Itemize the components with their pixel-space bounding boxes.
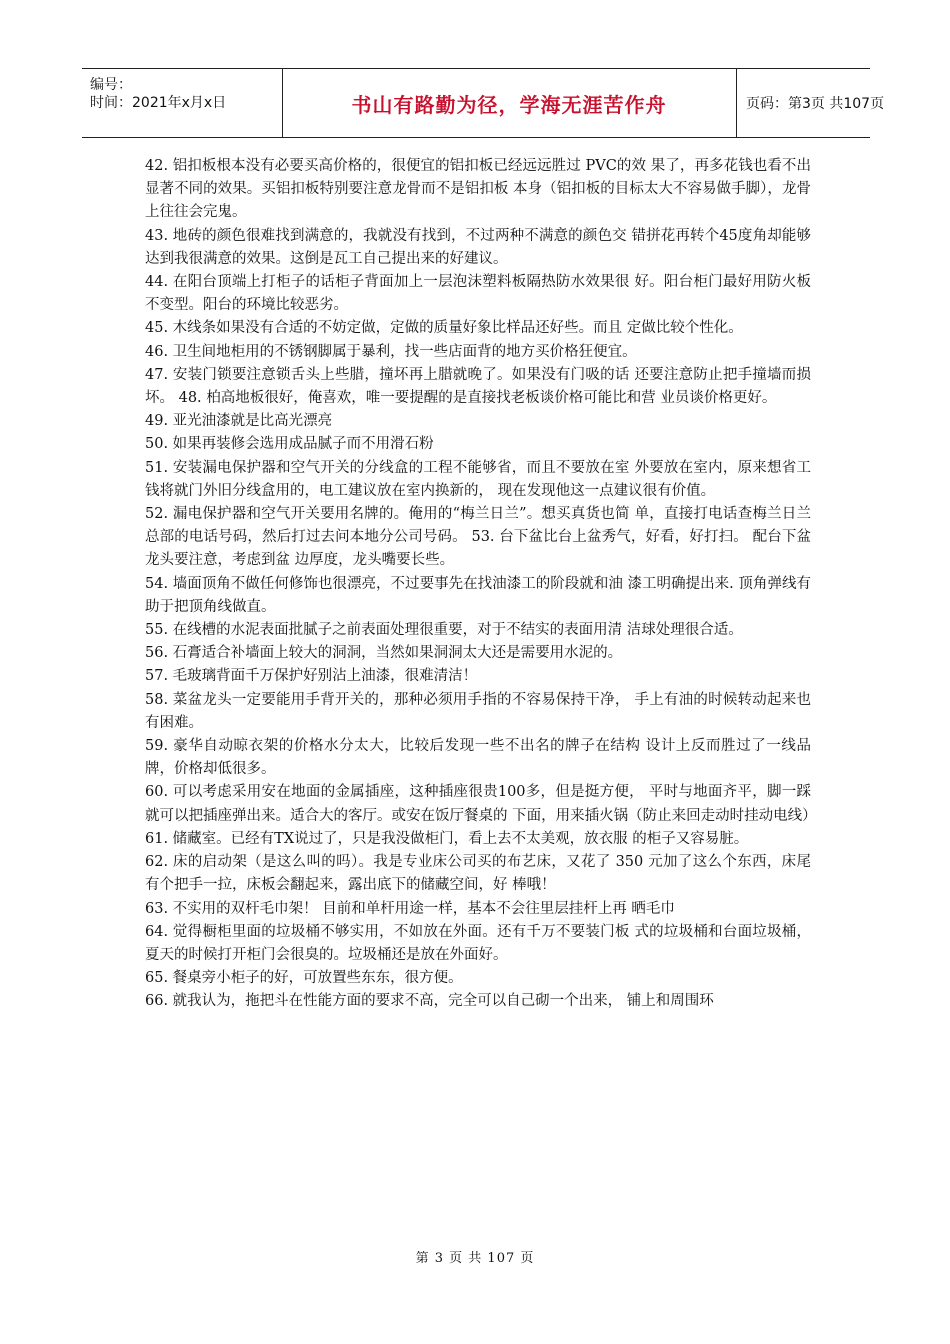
paragraph: 57. 毛玻璃背面千万保护好别沾上油漆，很难清洁！ bbox=[145, 668, 478, 685]
document-number-label: 编号： bbox=[90, 77, 132, 93]
document-body bbox=[145, 155, 817, 1014]
paragraph: 56. 石膏适合补墙面上较大的洞洞，当然如果洞洞太大还是需要用水泥的。 bbox=[145, 645, 623, 662]
header-motto-cell bbox=[282, 69, 737, 137]
paragraph: 62. 床的启动架（是这么叫的吗）。我是专业床公司买的布艺床，又花了 350 元加了这么个东西，床尾有个把手一拉，床板会翻起来，露出底下的储藏空间，好 棒哦！ bbox=[145, 854, 811, 894]
paragraph: 59. 豪华自动晾衣架的价格水分太大，比较后发现一些不出名的牌子在结构 设计上反而胜过了一线品牌，价格却低很多。 bbox=[145, 738, 811, 778]
header-page-cell bbox=[738, 69, 885, 137]
paragraph: 44. 在阳台顶端上打柜子的话柜子背面加上一层泡沫塑料板隔热防水效果很 好。阳台柜门最好用防火板不变型。阳台的环境比较恶劣。 bbox=[145, 274, 811, 314]
header-meta-cell bbox=[82, 69, 283, 137]
paragraph: 52. 漏电保护器和空气开关要用名牌的。俺用的“梅兰日兰”。想买真货也简 单，直接打电话查梅兰日兰总部的电话号码，然后打过去问本地分公司号码。 53. 台下盆比台上盆秀气，好看，好打扫。 配台下盆龙头要注意，考虑到盆 边厚度，龙头嘴要长些。 bbox=[145, 506, 811, 569]
header-motto: 书山有路勤为径，学海无涯苦作舟 bbox=[351, 92, 667, 117]
paragraph: 46. 卫生间地柜用的不锈钢脚属于暴利，找一些店面背的地方买价格狂便宜。 bbox=[145, 343, 637, 360]
page-header bbox=[82, 68, 885, 138]
header-page-info: 页码：第3页 共107页 bbox=[746, 96, 885, 112]
paragraph: 50. 如果再装修会选用成品腻子而不用滑石粉 bbox=[145, 436, 434, 453]
paragraph: 54. 墙面顶角不做任何修饰也很漂亮，不过要事先在找油漆工的阶段就和油 漆工明确提出来. 顶角弹线有助于把顶角线做直。 bbox=[145, 575, 811, 615]
paragraph: 64. 觉得橱柜里面的垃圾桶不够实用，不如放在外面。还有千万不要装门板 式的垃圾桶和台面垃圾桶，夏天的时候打开柜门会很臭的。垃圾桶还是放在外面好。 bbox=[145, 923, 811, 963]
paragraph: 43. 地砖的颜色很难找到满意的，我就没有找到，不过两种不满意的颜色交 错拼花再转个45度角却能够达到我很满意的效果。这倒是瓦工自己提出来的好建议。 bbox=[145, 227, 811, 267]
paragraph: 61. 储藏室。已经有TX说过了，只是我没做柜门，看上去不太美观，放衣服 的柜子又容易脏。 bbox=[145, 830, 749, 847]
paragraph: 51. 安装漏电保护器和空气开关的分线盒的工程不能够省，而且不要放在室 外要放在室内，原来想省工钱将就门外旧分线盒用的，电工建议放在室内换新的， 现在发现他这一点建议很有价值。 bbox=[145, 459, 811, 499]
paragraph: 49. 亚光油漆就是比高光漂亮 bbox=[145, 413, 333, 430]
paragraph: 60. 可以考虑采用安在地面的金属插座，这种插座很贵100多，但是挺方便， 平时与地面齐平，脚一踩就可以把插座弹出来。适合大的客厅。或安在饭厅餐桌的 下面，用来插火锅（防止来回走动时挂动电线） bbox=[145, 784, 817, 824]
paragraph: 65. 餐桌旁小柜子的好，可放置些东东，很方便。 bbox=[145, 970, 463, 987]
paragraph: 63. 不实用的双杆毛巾架！ 目前和单杆用途一样，基本不会往里层挂杆上再 晒毛巾 bbox=[145, 900, 675, 917]
document-date: 时间：2021年x月x日 bbox=[90, 95, 227, 111]
paragraph: 42. 铝扣板根本没有必要买高价格的，很便宜的铝扣板已经远远胜过 PVC的效 果了，再多花钱也看不出显著不同的效果。买铝扣板特别要注意龙骨而不是铝扣板 本身（铝扣板的目标太大不容易做手脚），龙骨上往往会完鬼。 bbox=[145, 158, 811, 221]
paragraph: 47. 安装门锁要注意锁舌头上些腊，撞坏再上腊就晚了。如果没有门吸的话 还要注意防止把手撞墙而损坏。 48. 柏高地板很好，俺喜欢，唯一要提醒的是直接找老板谈价格可能比和营 业员谈价格更好。 bbox=[145, 366, 811, 407]
paragraph: 58. 菜盆龙头一定要能用手背开关的，那种必须用手指的不容易保持干净， 手上有油的时候转动起来也有困难。 bbox=[145, 691, 811, 731]
paragraph: 66. 就我认为，拖把斗在性能方面的要求不高，完全可以自己砌一个出来， 铺上和周围环 bbox=[145, 993, 714, 1010]
paragraph: 55. 在线槽的水泥表面批腻子之前表面处理很重要，对于不结实的表面用清 洁球处理很合适。 bbox=[145, 622, 743, 639]
paragraph: 45. 木线条如果没有合适的不妨定做，定做的质量好象比样品还好些。而且 定做比较个性化。 bbox=[145, 320, 743, 337]
page-footer: 第 3 页 共 107 页 bbox=[415, 1251, 535, 1266]
